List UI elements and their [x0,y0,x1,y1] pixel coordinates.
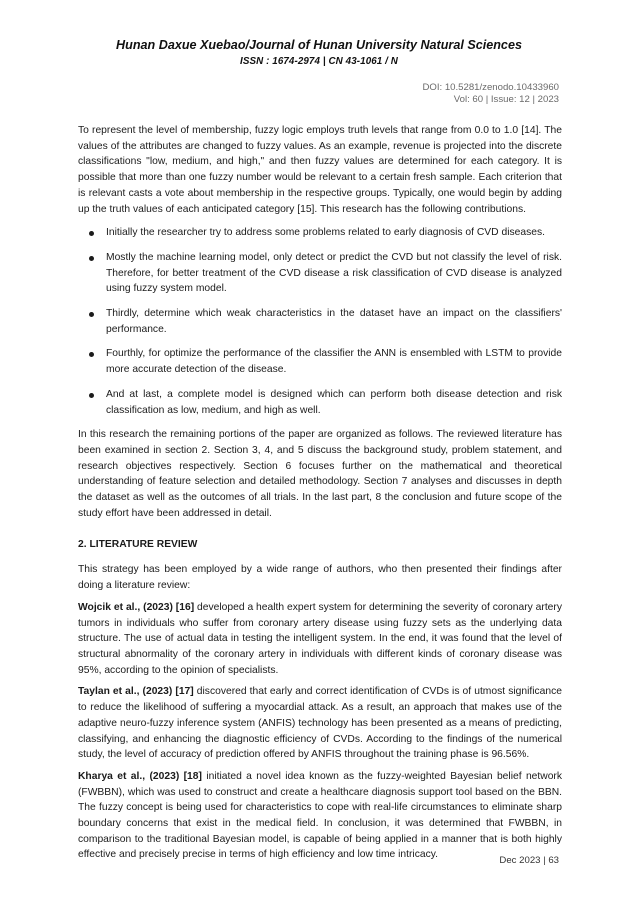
list-item [78,387,562,418]
list-item [78,306,562,337]
page-footer: Dec 2023 | 63 [499,855,559,866]
bullet-icon [89,256,94,261]
literature-entry [78,684,562,763]
citation: Taylan et al., (2023) [17] [78,686,194,698]
organization-paragraph: In this research the remaining portions of the paper are organized as follows. The reviewed literature has been examined in section 2. Section 3, 4, and 5 discuss the background study, problem statement, and research objectives respectively. Section 6 focuses further on the mathematical and theoretical understanding of feature selection and detailed methodology. Section 7 analyses and discusses in depth the dataset as well as the outcomes of all trials. In the last part, 8 the conclusion and future scope of the study effort have been addressed in detail. [78,429,562,519]
entry-text: developed a health expert system for determining the severity of coronary artery tumors in individuals who suffer from coronary artery disease using fuzzy sets as the underlying data structure. The use of actual data in testing the intelligent system. In the end, it was found that the level of structural abnormality of the coronary artery in individuals with different kinds of coronary disease was 95%, according to the opinion of specialists. [78,601,562,676]
volume-info: Vol: 60 | Issue: 12 | 2023 [453,94,559,105]
issn-line: ISSN : 1674-2974 | CN 43-1061 / N [240,56,398,67]
list-item-text: And at last, a complete model is designed which can perform both disease detection and risk classification as low, medium, and high as well. [106,388,562,416]
contributions-list [78,225,562,418]
literature-entry [78,769,562,863]
journal-title: Hunan Daxue Xuebao/Journal of Hunan University Natural Sciences [116,38,522,52]
intro-paragraph: To represent the level of membership, fuzzy logic employs truth levels that range from 0.0 to 1.0 [14]. The values of the attributes are changed to fuzzy values. As an example, revenue is projected into the discrete classifications "low, medium, and high," and then fuzzy values are determined for each category. It is possible that more than one fuzzy number would be relevant to a certain fresh sample. Each criterion that is relevant casts a vote about membership in the respective groups. Typically, one would begin by adding up the truth values of each anticipated category [15]. This research has the following contributions. [78,125,562,215]
list-item [78,250,562,297]
list-item [78,346,562,377]
literature-entry [78,600,562,679]
list-item [78,225,562,241]
list-item-text: Thirdly, determine which weak characteristics in the dataset have an impact on the classifiers' performance. [106,308,562,335]
entry-text: initiated a novel idea known as the fuzzy-weighted Bayesian belief network (FWBBN), which was used to construct and create a healthcare diagnosis support tool based on the BBN. The fuzzy concept is being used for characteristics to cope with real-life circumstances to eliminate sharp boundary concerns that exist in the medical field. In conclusion, it was determined that FWBBN, in comparison to the traditional Bayesian model, is capable of being applied in a manner that is both highly effective and precisely precise in terms of high efficiency and low time intricacy. [78,770,563,861]
literature-intro: This strategy has been employed by a wide range of authors, who then presented their findings after doing a literature review: [78,564,562,592]
section-heading: 2. LITERATURE REVIEW [78,539,198,551]
list-item-text: Initially the researcher try to address some problems related to early diagnosis of CVD diseases. [106,227,545,239]
list-item-text: Fourthly, for optimize the performance of the classifier the ANN is ensembled with LSTM to provide more accurate detection of the disease. [106,348,562,376]
entry-text: discovered that early and correct identification of CVDs is of utmost significance to reduce the likelihood of suffering a myocardial attack. As a result, an approach that makes use of the adaptive neuro-fuzzy inference system (ANFIS) technology has been presented as a means of predicting, classifying, and enhancing the diagnostic efficiency of CVDs. According to the findings of the numerical study, the level of accuracy of prediction offered by ANFIS throughout the training phase is 96.56%. [78,686,562,761]
doi: DOI: 10.5281/zenodo.10433960 [422,82,559,93]
citation: Wojcik et al., (2023) [16] [78,601,195,613]
bullet-icon [89,231,94,236]
bullet-icon [89,393,94,398]
bullet-icon [89,352,94,357]
citation: Kharya et al., (2023) [18] [78,770,202,782]
bullet-icon [89,312,94,317]
list-item-text: Mostly the machine learning model, only detect or predict the CVD but not classify the level of risk. Therefore, for better treatment of the CVD disease a risk classification of CVD disease is analyzed using fuzzy system model. [106,251,562,295]
article-body [78,123,562,863]
